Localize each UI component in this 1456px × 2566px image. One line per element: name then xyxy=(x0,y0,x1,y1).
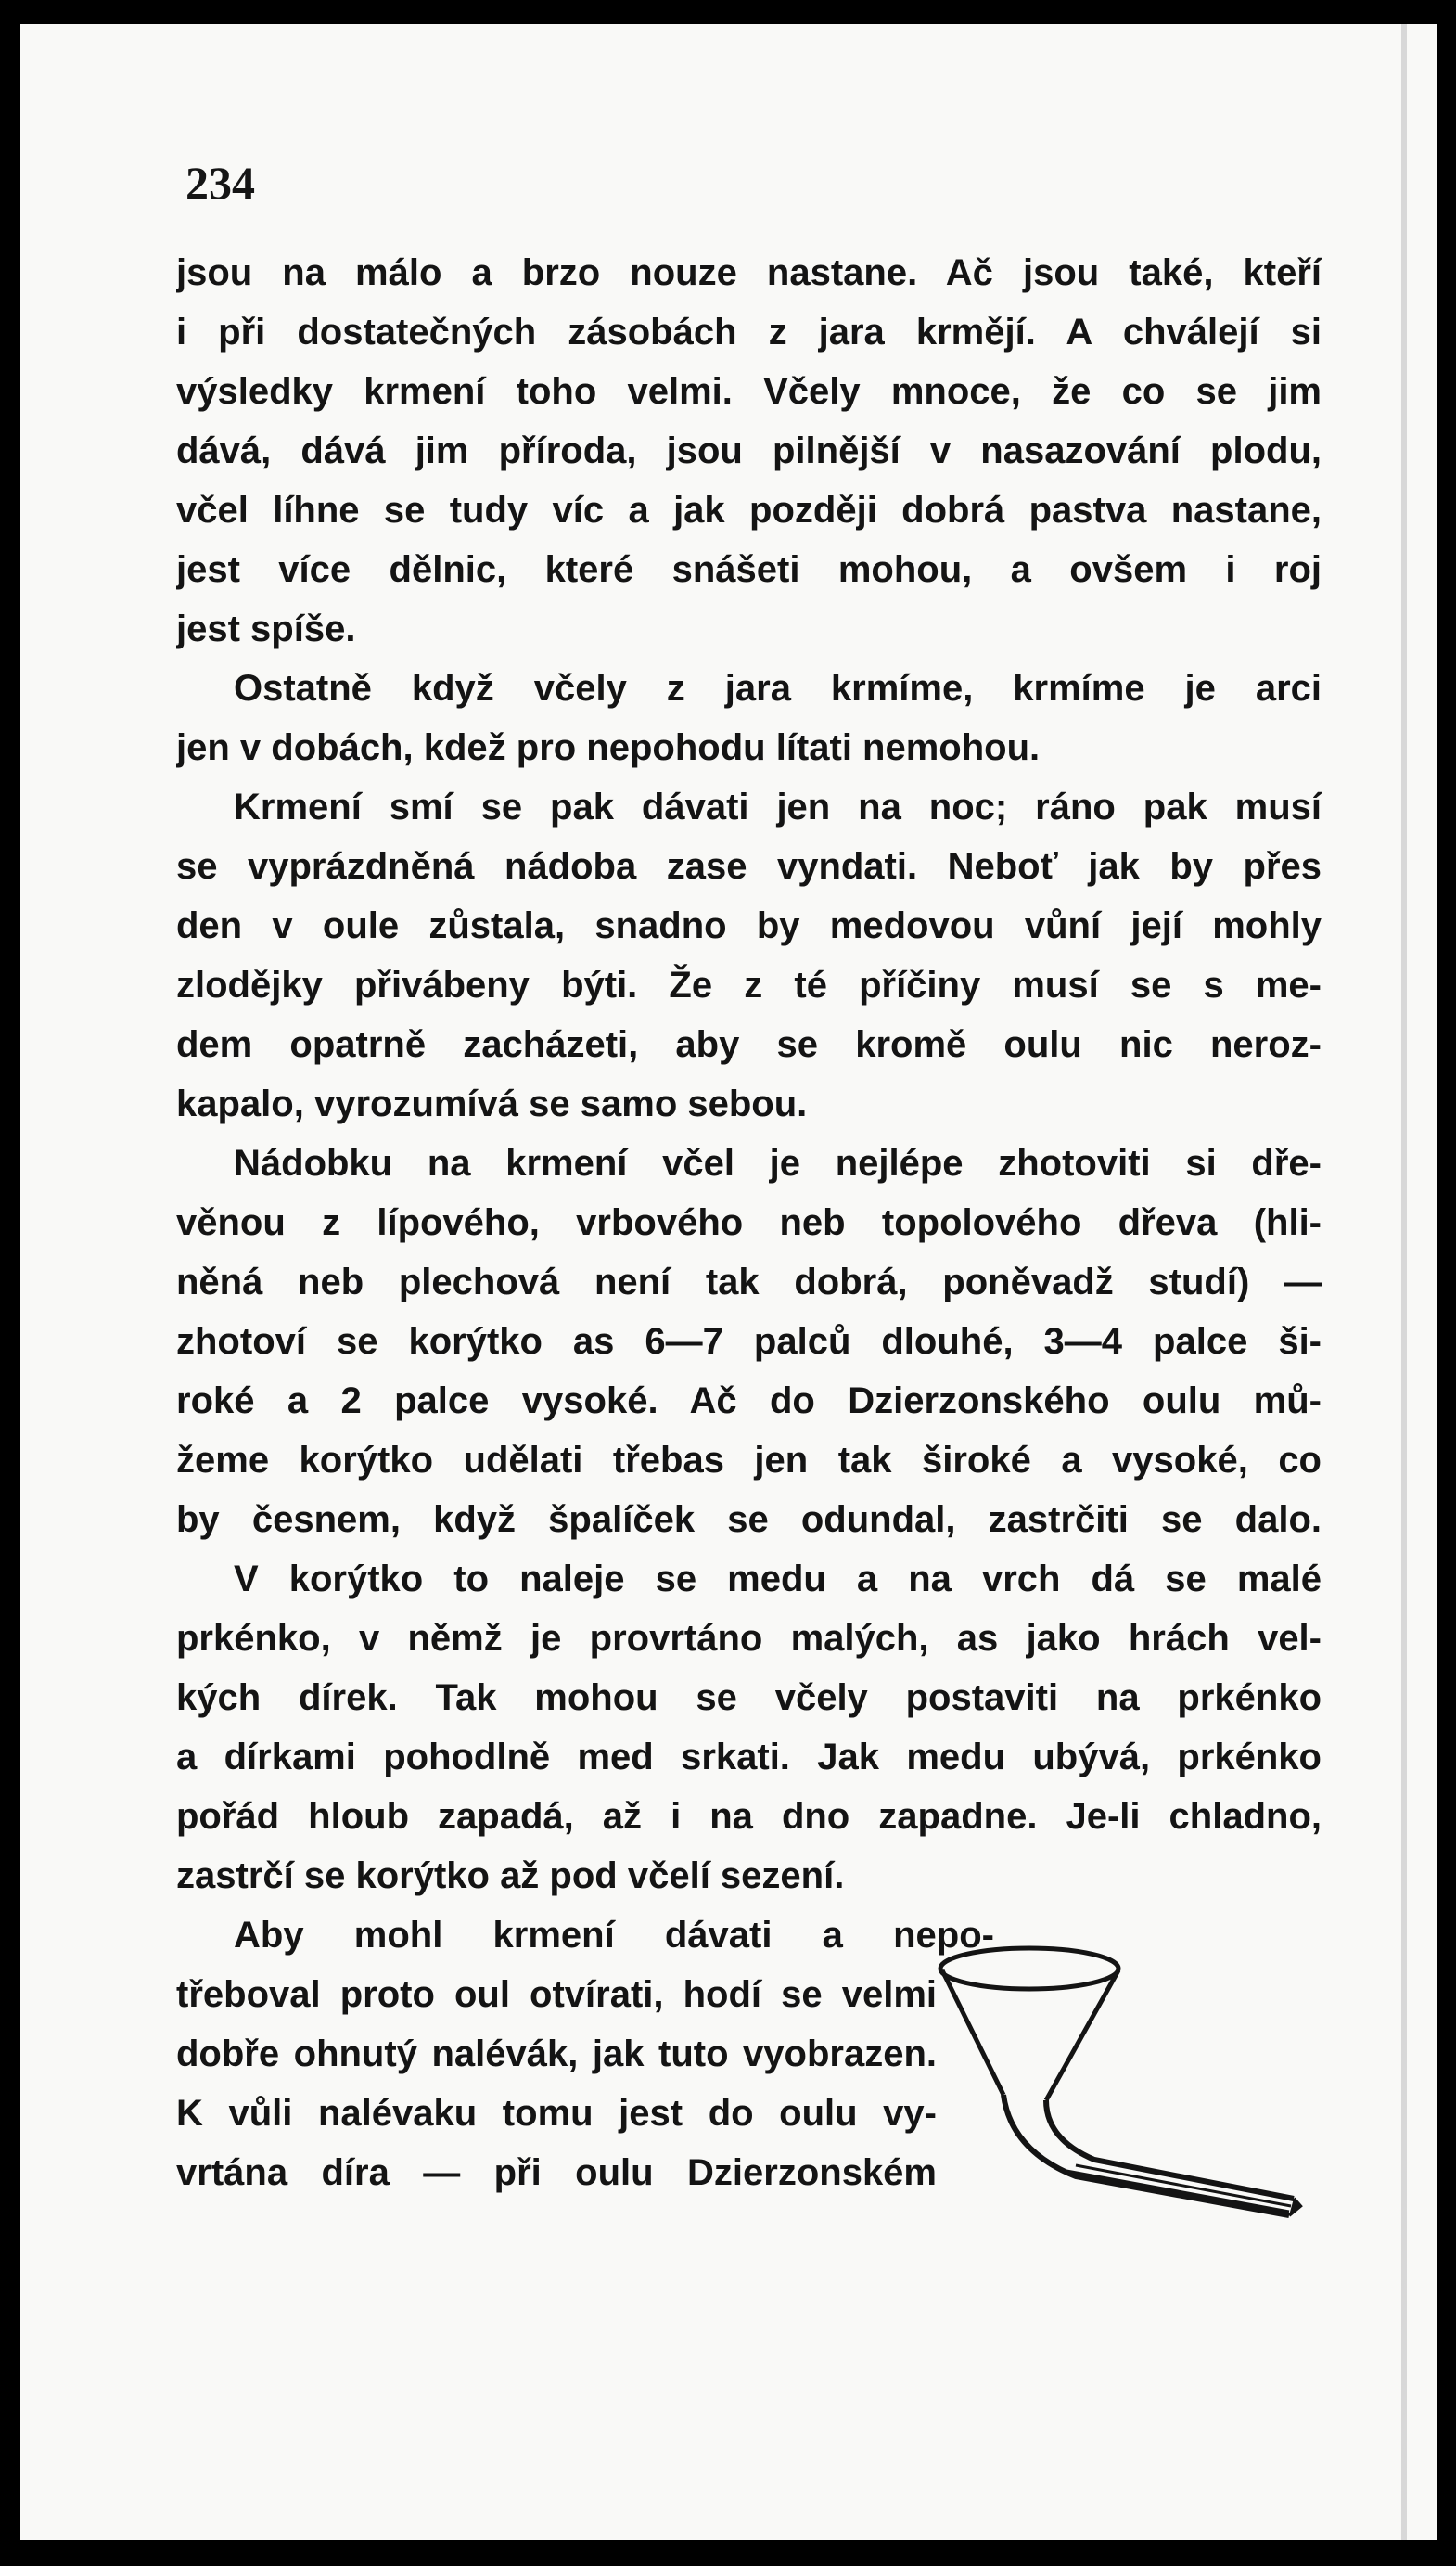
text-line: kapalo, vyrozumívá se samo sebou. xyxy=(176,1084,808,1124)
text-line: V korýtko to naleje se medu a na vrch dá se malé xyxy=(234,1559,1322,1599)
text-line: Nádobku na krmení včel je nejlépe zhotoviti si dře- xyxy=(234,1143,1322,1184)
text-line: třeboval proto oul otvírati, hodí se velmi xyxy=(176,1974,937,2015)
text-line: výsledky krmení toho velmi. Včely mnoce, že co se jim xyxy=(176,371,1322,412)
text-line: by česnem, když špalíček se odundal, zastrčiti se dalo. xyxy=(176,1499,1322,1540)
text-line: jest více dělnic, které snášeti mohou, a ovšem i roj xyxy=(176,549,1322,590)
text-line: jen v dobách, kdež pro nepohodu lítati nemohou. xyxy=(176,727,1041,768)
text-line: a dírkami pohodlně med srkati. Jak medu ubývá, prkénko xyxy=(176,1737,1322,1777)
text-line: žeme korýtko udělati třebas jen tak široké a vysoké, co xyxy=(176,1440,1322,1481)
text-line: den v oule zůstala, snadno by medovou vůní její mohly xyxy=(176,905,1322,946)
text-line: něná neb plechová není tak dobrá, poněvadž studí) — xyxy=(176,1262,1322,1302)
page-number: 234 xyxy=(185,157,255,209)
text-line: kých dírek. Tak mohou se včely postaviti na prkénko xyxy=(176,1677,1322,1718)
text-line: dem opatrně zacházeti, aby se kromě oulu nic neroz- xyxy=(176,1024,1322,1065)
text-line: včel líhne se tudy víc a jak později dobrá pastva nastane, xyxy=(176,490,1322,531)
text-line: prkénko, v němž je provrtáno malých, as jako hrách vel- xyxy=(176,1618,1322,1659)
text-line: zastrčí se korýtko až pod včelí sezení. xyxy=(176,1855,845,1896)
text-line: pořád hloub zapadá, až i na dno zapadne. Je-li chladno, xyxy=(176,1796,1322,1837)
text-line: se vyprázdněná nádoba zase vyndati. Neboť jak by přes xyxy=(176,846,1322,887)
text-line: roké a 2 palce vysoké. Ač do Dzierzonského oulu mů- xyxy=(176,1380,1322,1421)
body-text xyxy=(176,243,1322,2202)
text-line: jest spíše. xyxy=(176,609,356,649)
text-line: Ostatně když včely z jara krmíme, krmíme je arci xyxy=(234,668,1322,709)
text-line: vrtána díra — při oulu Dzierzonském xyxy=(176,2152,937,2193)
text-line: jsou na málo a brzo nouze nastane. Ač jsou také, kteří xyxy=(176,252,1322,293)
text-line: i při dostatečných zásobách z jara krmějí. A chválejí si xyxy=(176,312,1322,353)
text-line: věnou z lípového, vrbového neb topolového dřeva (hli- xyxy=(176,1202,1322,1243)
text-line: K vůli nalévaku tomu jest do oulu vy- xyxy=(176,2093,937,2134)
paragraph-2 xyxy=(176,659,1322,777)
paragraph-4 xyxy=(176,1134,1322,1549)
text-line: dobře ohnutý nalévák, jak tuto vyobrazen. xyxy=(176,2034,937,2074)
text-line: Krmení smí se pak dávati jen na noc; ráno pak musí xyxy=(234,787,1322,828)
funnel-icon xyxy=(937,1937,1326,2234)
paragraph-5 xyxy=(176,1549,1322,1905)
page-edge-line xyxy=(1401,24,1407,2540)
text-line: zlodějky přivábeny býti. Že z té příčiny musí se s me- xyxy=(176,965,1322,1006)
paragraph-1 xyxy=(176,243,1322,659)
paragraph-3 xyxy=(176,777,1322,1134)
text-line: Aby mohl krmení dávati a nepo- xyxy=(234,1915,994,1956)
text-line: zhotoví se korýtko as 6—7 palců dlouhé, 3—4 palce ši- xyxy=(176,1321,1322,1362)
text-line: dává, dává jim příroda, jsou pilnější v nasazování plodu, xyxy=(176,430,1322,471)
